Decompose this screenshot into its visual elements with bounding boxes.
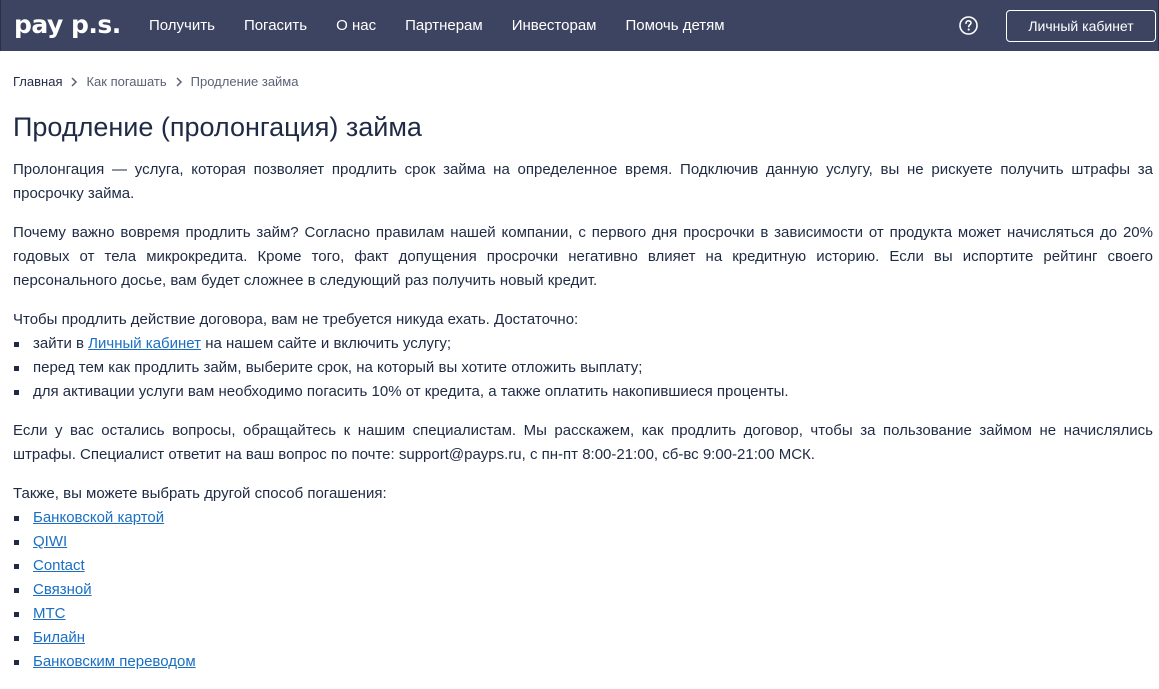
list-item: перед тем как продлить займ, выберите срок, на который вы хотите отложить выплату; <box>13 356 1153 380</box>
list-item <box>13 626 1153 650</box>
method-link-mts[interactable]: МТС <box>33 605 66 622</box>
contact-paragraph: Если у вас остались вопросы, обращайтесь к нашим специалистам. Мы расскажем, как продлить договор, чтобы за пользование займом не начислялись штрафы. Специалист ответит на ваш вопрос по почте: support@payps.ru, с пн-пт 8:00-21:00, сб-вс 9:00-21:00 МСК. <box>13 422 1153 463</box>
nav-item-get[interactable]: Получить <box>149 17 215 34</box>
method-link-qiwi[interactable]: QIWI <box>33 533 68 550</box>
methods-intro: Также, вы можете выбрать другой способ погашения: <box>13 485 387 502</box>
method-link-bank-transfer[interactable]: Банковским переводом <box>33 653 196 670</box>
list-item <box>13 506 1153 530</box>
main-nav <box>149 0 754 51</box>
cabinet-link[interactable]: Личный кабинет <box>88 335 202 352</box>
chevron-right-icon <box>172 75 186 89</box>
nav-item-partners[interactable]: Партнерам <box>405 17 483 34</box>
method-link-contact[interactable]: Contact <box>33 557 85 574</box>
breadcrumb-current: Продление займа <box>190 74 299 89</box>
steps-list <box>13 332 1153 404</box>
personal-cabinet-button[interactable]: Личный кабинет <box>1006 10 1156 42</box>
intro-paragraph: Пролонгация — услуга, которая позволяет продлить срок займа на определенное время. Подключив данную услугу, вы не рискуете получить штрафы за просрочку займа. <box>13 161 1153 202</box>
list-item: для активации услуги вам необходимо погасить 10% от кредита, а также оплатить накопившиеся проценты. <box>13 380 1153 404</box>
article-content <box>13 158 1153 689</box>
top-navigation-bar <box>0 0 1159 51</box>
list-item <box>13 602 1153 626</box>
page-title: Продление (пролонгация) займа <box>13 112 422 142</box>
method-link-svyaznoy[interactable]: Связной <box>33 581 92 598</box>
step1-prefix: зайти в <box>33 335 84 352</box>
list-item <box>13 332 1153 356</box>
chevron-right-icon <box>67 75 81 89</box>
breadcrumb-how-to-repay[interactable]: Как погашать <box>86 74 167 89</box>
step1-suffix: на нашем сайте и включить услугу; <box>205 335 452 352</box>
payps-logo[interactable]: pay p.s. <box>14 10 121 39</box>
importance-paragraph: Почему важно вовремя продлить займ? Согласно правилам нашей компании, с первого дня просрочки в зависимости от продукта может начисляться до 20% годовых от тела микрокредита. Кроме того, факт допущения просрочки негативно влияет на кредитную историю. Если вы испортите рейтинг своего персонального досье, вам будет сложнее в следующий раз получить новый кредит. <box>13 224 1153 289</box>
method-link-bank-card[interactable]: Банковской картой <box>33 509 165 526</box>
list-item <box>13 650 1153 674</box>
nav-item-repay[interactable]: Погасить <box>243 17 308 34</box>
nav-item-help-children[interactable]: Помочь детям <box>625 17 725 34</box>
steps-intro: Чтобы продлить действие договора, вам не требуется никуда ехать. Достаточно: <box>13 311 579 328</box>
list-item <box>13 578 1153 602</box>
list-item <box>13 530 1153 554</box>
list-item <box>13 554 1153 578</box>
breadcrumb-home[interactable]: Главная <box>13 74 63 89</box>
nav-item-investors[interactable]: Инвесторам <box>511 17 597 34</box>
repayment-methods-list <box>13 506 1153 674</box>
breadcrumb <box>13 74 298 89</box>
method-link-beeline[interactable]: Билайн <box>33 629 85 646</box>
nav-item-about[interactable]: О нас <box>336 17 377 34</box>
question-circle-icon[interactable] <box>959 16 978 35</box>
